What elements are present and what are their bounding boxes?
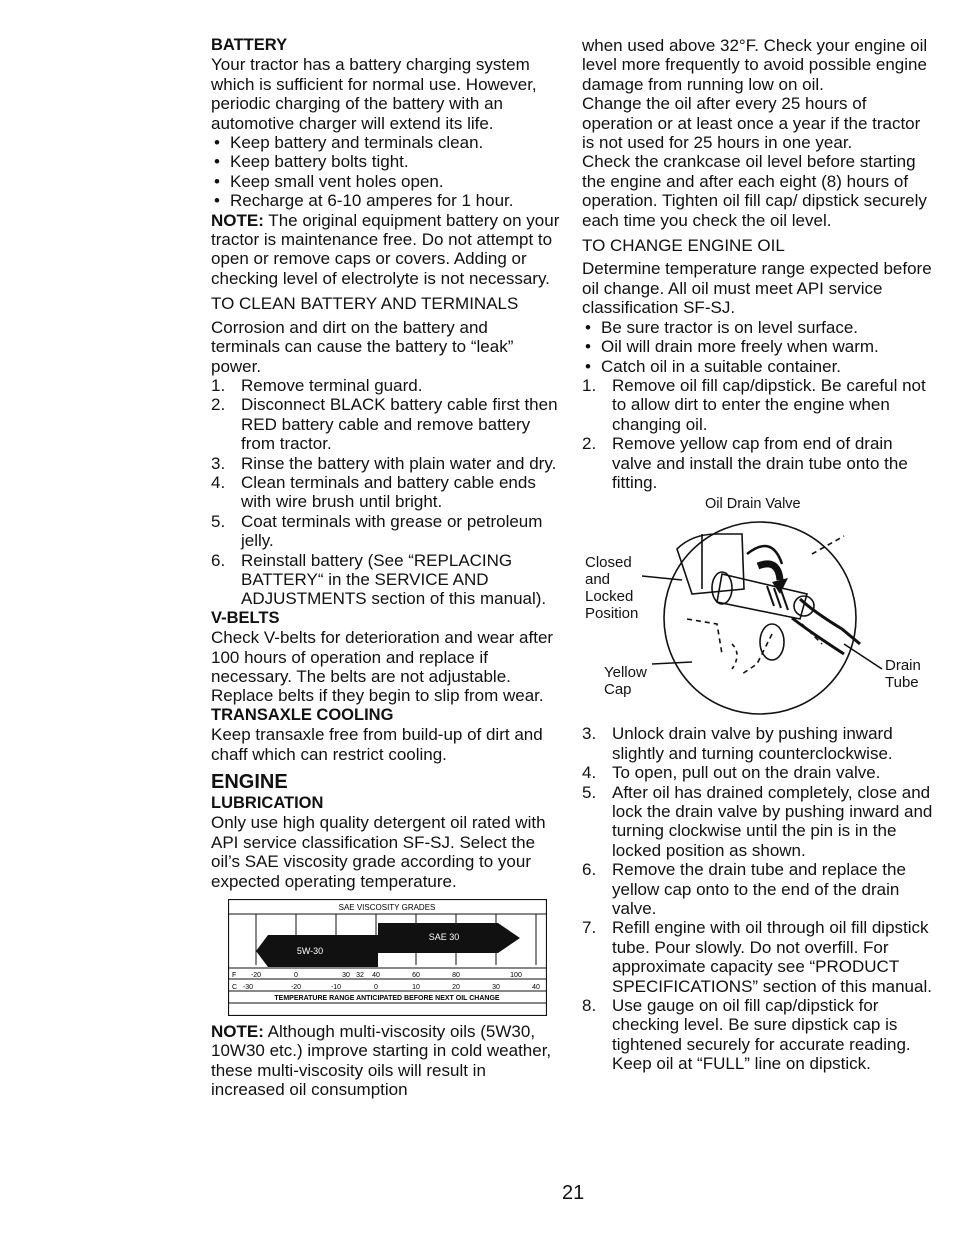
step-text: Coat terminals with grease or petroleum jelly. bbox=[241, 511, 543, 551]
oil-cont-text: when used above 32°F. Check your engine oil level more frequently to avoid possible engine damage from running low on oil. bbox=[582, 36, 928, 94]
f-tick-label: 80 bbox=[452, 972, 460, 980]
change-oil-heading: TO CHANGE ENGINE OIL bbox=[582, 236, 785, 256]
step-number: 7. bbox=[582, 918, 597, 938]
step-number: 2. bbox=[211, 395, 226, 415]
c-tick-label: 10 bbox=[412, 984, 420, 992]
clean-heading: TO CLEAN BATTERY AND TERMINALS bbox=[211, 294, 519, 314]
engine-heading: ENGINE bbox=[211, 771, 288, 794]
note-text: Although multi-viscosity oils (5W30, 10W30 etc.) improve starting in cold weather, these multi-viscosity oils will result in increased oil consumption bbox=[211, 1022, 552, 1100]
step-text: Remove terminal guard. bbox=[241, 375, 423, 395]
c-scale-ticks bbox=[243, 984, 540, 991]
list-item bbox=[211, 395, 561, 453]
list-item bbox=[582, 860, 934, 918]
oil-change-interval: Change the oil after every 25 hours of operation or at least once a year if the tractor is not used for 25 hours in one year. bbox=[582, 94, 921, 153]
c-tick-label: 20 bbox=[452, 984, 460, 992]
note-text: The original equipment battery on your tractor is maintenance free. Do not attempt to open or remove caps or covers. Adding or checking level of electrolyte is not necessary. bbox=[211, 210, 560, 288]
list-item bbox=[582, 376, 934, 434]
battery-bullet-list bbox=[211, 133, 561, 211]
step-text: Remove the drain tube and replace the yellow cap onto to the end of the drain valve. bbox=[612, 860, 906, 918]
step-text: Reinstall battery (See “REPLACING BATTERY“ in the SERVICE AND ADJUSTMENTS section of this manual). bbox=[241, 550, 547, 609]
list-item bbox=[582, 996, 934, 1074]
battery-heading: BATTERY bbox=[211, 36, 288, 54]
list-item bbox=[582, 783, 934, 861]
battery-note bbox=[211, 211, 561, 289]
f-tick-label: 100 bbox=[510, 972, 522, 980]
f-tick-label: -20 bbox=[250, 972, 262, 980]
step-number: 4. bbox=[211, 472, 226, 492]
list-item bbox=[582, 918, 934, 996]
transaxle-heading: TRANSAXLE COOLING bbox=[211, 705, 394, 724]
list-item: • Keep small vent holes open. bbox=[211, 172, 561, 191]
step-number: 3. bbox=[211, 453, 226, 473]
step-number: 1. bbox=[211, 375, 226, 395]
f-scale-label: F bbox=[232, 972, 237, 980]
list-item bbox=[582, 763, 934, 782]
list-item bbox=[211, 473, 561, 512]
step-text: After oil has drained completely, close and lock the drain valve by pushing inward and turning clockwise until the pin is in the locked position as shown. bbox=[612, 782, 933, 860]
band-5w30-label: 5W-30 bbox=[296, 946, 324, 957]
step-text: Disconnect BLACK battery cable first then RED battery cable and remove battery from tractor. bbox=[241, 395, 558, 454]
page-number: 21 bbox=[562, 1182, 585, 1204]
list-item bbox=[211, 454, 561, 473]
step-text: Use gauge on oil fill cap/dipstick for checking level. Be sure dipstick cap is tightened securely for accurate reading. Keep oil at “FULL” line on dipstick. bbox=[612, 996, 911, 1074]
change-oil-bullets bbox=[582, 318, 934, 376]
list-item bbox=[211, 376, 561, 395]
drain-tube bbox=[800, 599, 860, 644]
battery-intro: Your tractor has a battery charging system which is sufficient for normal use. However, periodic charging of the battery with an automotive charger will extend its life. bbox=[211, 55, 537, 133]
step-number: 8. bbox=[582, 996, 597, 1016]
list-item bbox=[582, 724, 934, 763]
step-number: 1. bbox=[582, 375, 597, 395]
list-item: • Recharge at 6-10 amperes for 1 hour. bbox=[211, 191, 561, 210]
list-item bbox=[211, 551, 561, 609]
step-text: Clean terminals and battery cable ends with wire brush until bright. bbox=[241, 472, 536, 512]
clean-intro: Corrosion and dirt on the battery and terminals can cause the battery to “leak” power. bbox=[211, 317, 514, 376]
viscosity-chart-graphic bbox=[228, 899, 547, 1016]
lubrication-text: Only use high quality detergent oil rated with API service classification SF-SJ. Select the oil’s SAE viscosity grade according to your expected operating temperature. bbox=[211, 813, 546, 891]
figure-title: Oil Drain Valve bbox=[705, 496, 801, 513]
step-number: 2. bbox=[582, 434, 597, 454]
c-tick-label: -20 bbox=[290, 984, 302, 992]
change-oil-steps-b bbox=[582, 724, 934, 1073]
chart-footer: TEMPERATURE RANGE ANTICIPATED BEFORE NEXT OIL CHANGE bbox=[274, 995, 500, 1003]
step-text: Unlock drain valve by pushing inward slightly and turning counterclockwise. bbox=[612, 724, 893, 763]
f-tick-label: 30 bbox=[342, 972, 350, 980]
step-text: Remove yellow cap from end of drain valve and install the drain tube onto the fitting. bbox=[612, 434, 908, 492]
list-item: • Keep battery bolts tight. bbox=[211, 152, 561, 171]
vbelts-text: Check V-belts for deterioration and wear after 100 hours of operation and replace if necessary. The belts are not adjustable. Replace belts if they begin to slip from wear. bbox=[211, 628, 554, 706]
right-column bbox=[582, 36, 934, 1074]
f-scale-ticks bbox=[251, 972, 522, 979]
list-item: • Catch oil in a suitable container. bbox=[582, 357, 934, 376]
step-number: 4. bbox=[582, 763, 597, 783]
step-text: Remove oil fill cap/dipstick. Be careful not to allow dirt to enter the engine when changing oil. bbox=[612, 375, 926, 434]
c-tick-label: 40 bbox=[532, 984, 540, 992]
oil-check-text: Check the crankcase oil level before starting the engine and after each eight (8) hours of operation. Tighten oil fill cap/ dipstick securely each time you check the oil level. bbox=[582, 152, 927, 230]
viscosity-note bbox=[211, 1022, 561, 1100]
step-number: 6. bbox=[211, 550, 226, 570]
clean-steps-list bbox=[211, 376, 561, 609]
list-item: • Oil will drain more freely when warm. bbox=[582, 337, 934, 356]
rotation-arrow bbox=[758, 564, 780, 580]
f-tick-label: 32 bbox=[356, 972, 364, 980]
f-tick-label: 40 bbox=[372, 972, 380, 980]
transaxle-text: Keep transaxle free from build-up of dirt and chaff which can restrict cooling. bbox=[211, 725, 543, 764]
left-column bbox=[211, 36, 561, 1100]
engine-block bbox=[677, 534, 744, 594]
list-item bbox=[582, 434, 934, 492]
step-text: To open, pull out on the drain valve. bbox=[612, 763, 881, 783]
c-scale-label: C bbox=[232, 984, 238, 992]
note-label: NOTE: bbox=[211, 1022, 264, 1042]
f-tick-label: 60 bbox=[412, 972, 420, 980]
step-number: 5. bbox=[211, 511, 226, 531]
label-closed-locked: Closed and Locked Position bbox=[585, 554, 639, 623]
step-number: 3. bbox=[582, 724, 597, 744]
change-oil-intro: Determine temperature range expected before oil change. All oil must meet API service classification SF-SJ. bbox=[582, 259, 932, 318]
label-yellow-cap: Yellow Cap bbox=[604, 664, 647, 699]
vbelts-heading: V-BELTS bbox=[211, 608, 280, 627]
list-item: • Be sure tractor is on level surface. bbox=[582, 318, 934, 337]
note-label: NOTE: bbox=[211, 210, 264, 230]
c-tick-label: 30 bbox=[492, 984, 500, 992]
list-item: • Keep battery and terminals clean. bbox=[211, 133, 561, 152]
list-item bbox=[211, 512, 561, 551]
step-number: 5. bbox=[582, 782, 597, 802]
viscosity-chart bbox=[228, 899, 547, 1016]
step-text: Refill engine with oil through oil fill dipstick tube. Pour slowly. Do not overfill. For approximate capacity see “PRODUCT SPECIFICATIONS” section of this manual. bbox=[612, 918, 932, 996]
c-tick-label: -10 bbox=[330, 984, 342, 992]
step-number: 6. bbox=[582, 860, 597, 880]
change-oil-steps-a bbox=[582, 376, 934, 492]
f-tick-label: 0 bbox=[294, 972, 298, 980]
label-drain-tube: Drain Tube bbox=[885, 657, 921, 692]
c-tick-label: -30 bbox=[242, 984, 254, 992]
c-tick-label: 0 bbox=[374, 984, 378, 992]
step-text: Rinse the battery with plain water and dry. bbox=[241, 453, 557, 473]
lubrication-heading: LUBRICATION bbox=[211, 794, 324, 813]
chart-title: SAE VISCOSITY GRADES bbox=[338, 903, 436, 913]
band-sae30-label: SAE 30 bbox=[428, 932, 460, 943]
oil-drain-valve-figure bbox=[582, 494, 934, 724]
